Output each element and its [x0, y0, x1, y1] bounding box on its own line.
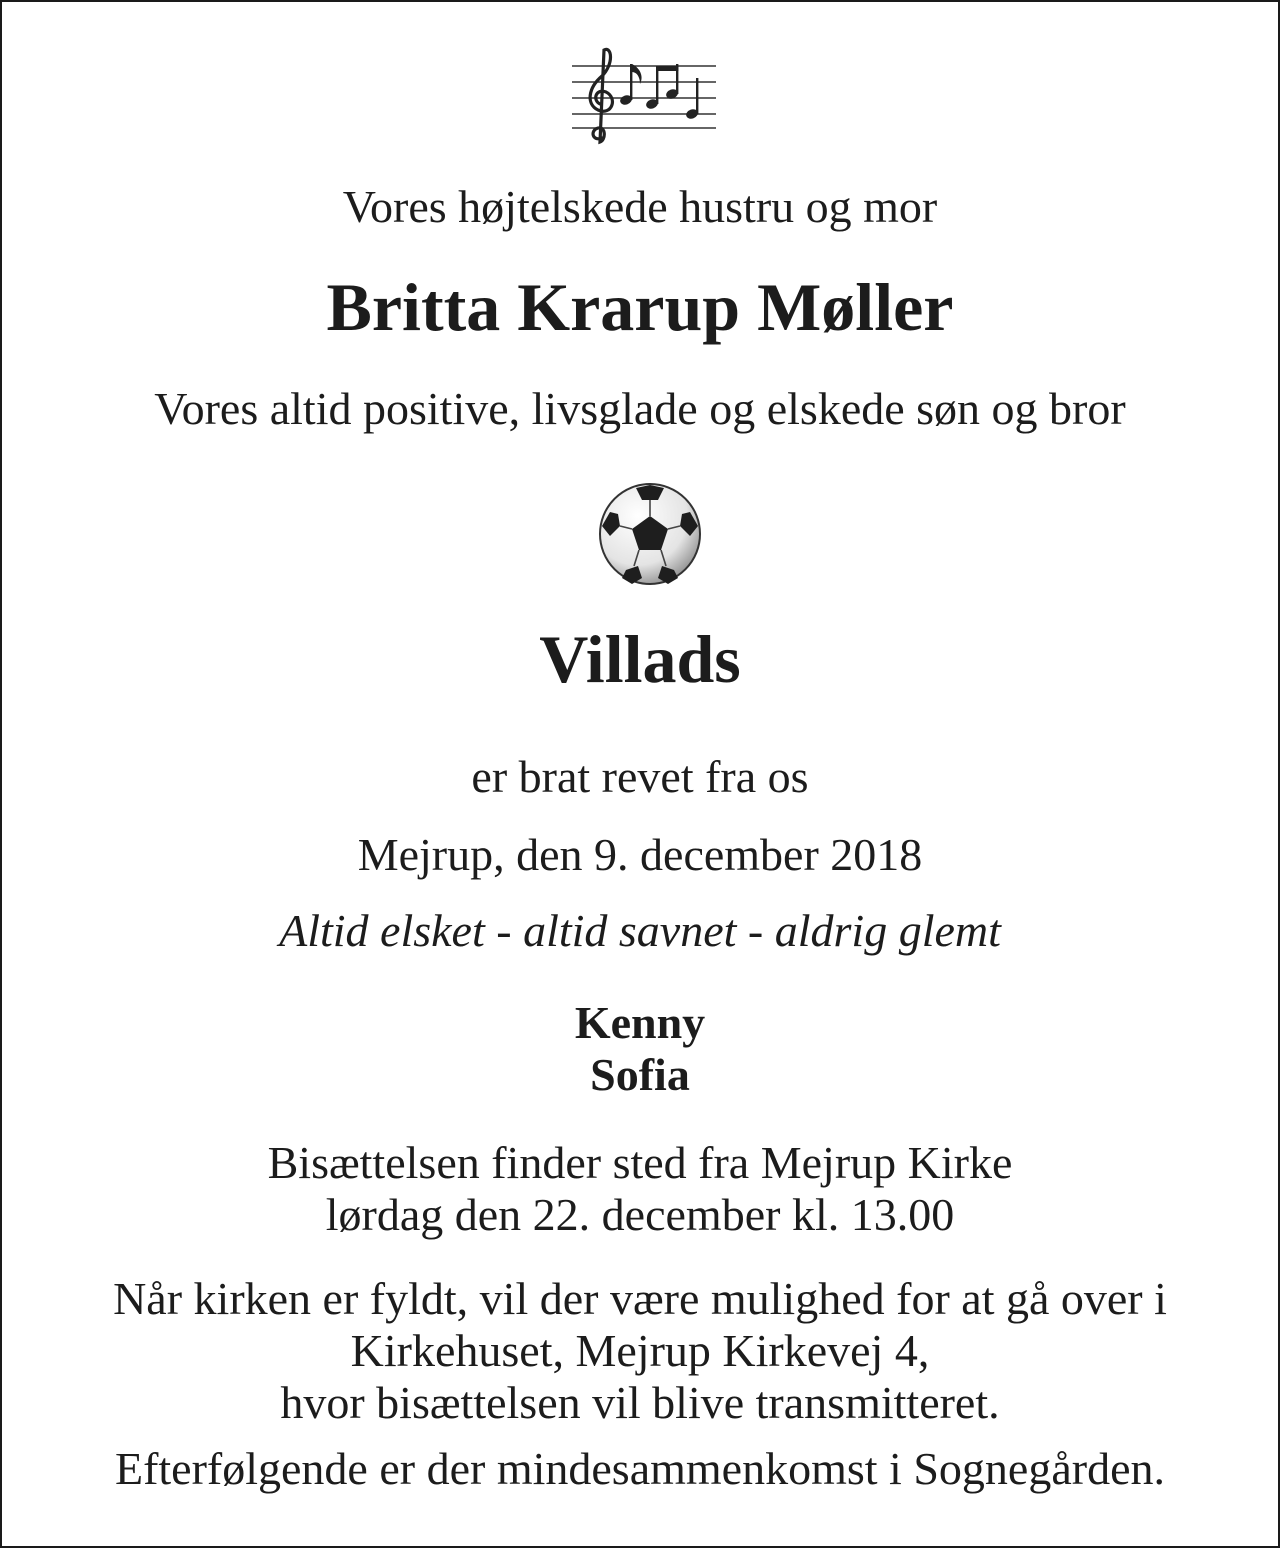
intro-line: Vores højtelskede hustru og mor [342, 181, 938, 232]
overflow-info-line-3: hvor bisættelsen vil blive transmitteret. [280, 1377, 1000, 1428]
funeral-line-2: lørdag den 22. december kl. 13.00 [325, 1189, 955, 1240]
motto: Altid elsket - altid savnet - aldrig glemt [279, 905, 1001, 956]
football-icon [596, 480, 704, 588]
deceased-name-son: Villads [539, 621, 741, 697]
signature-kenny: Kenny [574, 997, 706, 1048]
overflow-info-line-2: Kirkehuset, Mejrup Kirkevej 4, [350, 1325, 930, 1376]
intro-line-son: Vores altid positive, livsglade og elskede søn og bror [154, 383, 1126, 434]
overflow-info-line-1: Når kirken er fyldt, vil der være mulighed for at gå over i [113, 1273, 1167, 1324]
funeral-line-1: Bisættelsen finder sted fra Mejrup Kirke [267, 1137, 1013, 1188]
gathering-line: Efterfølgende er der mindesammenkomst i Sognegården. [114, 1443, 1165, 1494]
deceased-name-mother: Britta Krarup Møller [326, 269, 954, 345]
place-date: Mejrup, den 9. december 2018 [357, 829, 923, 880]
music-notes-icon [568, 42, 720, 152]
signature-sofia: Sofia [590, 1049, 690, 1100]
passed-line: er brat revet fra os [471, 751, 809, 802]
